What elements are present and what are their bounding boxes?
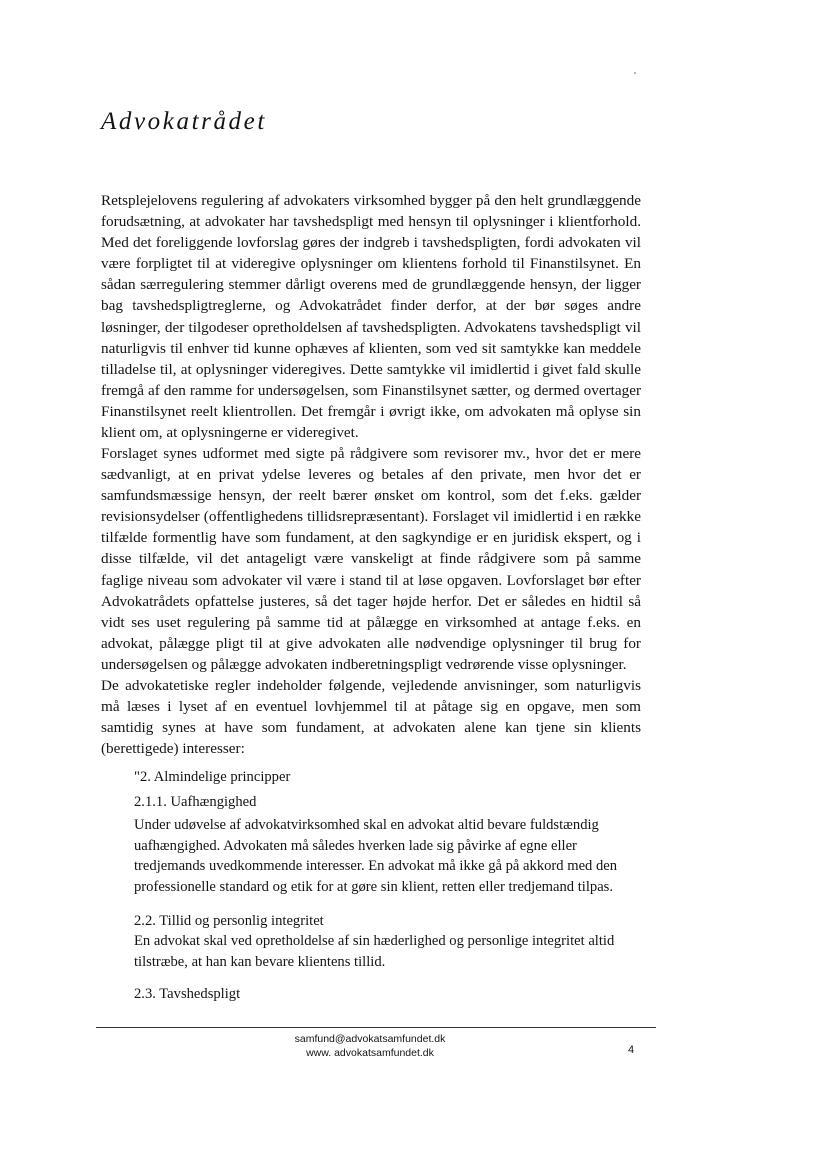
page-number: 4 bbox=[628, 1044, 635, 1056]
paragraph-3: De advokatetiske regler indeholder følgende, vejledende anvisninger, som naturligvis må læses i lyset af en eventuel lovhjemmel til at påtage sig en opgave, men som samtidig synes at have som fundament, at advokaten alene kan tjene sin klients (berettigede) interesser: bbox=[101, 677, 641, 758]
paragraph-1: Retsplejelovens regulering af advokaters virksomhed bygger på den helt grundlæggende forudsætning, at advokater har tavshedspligt med hensyn til oplysninger i klientforhold. Med det foreliggende lovforslag gøres der indgreb i tavshedspligten, fordi advokaten vil være forpligtet til at videregive oplysninger om klientens forhold til Finanstilsynet. En sådan særregulering stemmer dårligt overens med de grundlæggende hensyn, der ligger bag tavshedspligtreglerne, og Advokatrådet finder derfor, at der bør søges andre løsninger, der tilgodeser opretholdelsen af tavshedspligten. Advokatens tavshedspligt vil naturligvis til enhver tid kunne ophæves af klienten, som ved sit samtykke kan meddele tilladelse til, at oplysninger videregives. Dette samtykke vil imidlertid i givet fald skulle fremgå af den ramme for undersøgelsen, som Finanstilsynet sætter, og dermed overtager Finanstilsynet reelt klientrollen. Det fremgår i øvrigt ikke, om advokaten må oplyse sin klient om, at oplysningerne er videregivet. bbox=[101, 192, 641, 442]
section-2-1-1-heading: 2.1.1. Uafhængighed bbox=[134, 794, 257, 810]
section-2-2-text: En advokat skal ved opretholdelse af sin hæderlighed og personlige integritet altid tilstræbe, at han kan bevare klientens tillid. bbox=[134, 933, 615, 970]
scan-speck bbox=[634, 72, 636, 74]
footer-email: samfund@advokatsamfundet.dk bbox=[294, 1033, 446, 1045]
section-2-3-heading: 2.3. Tavshedspligt bbox=[134, 986, 241, 1002]
section-2-1-1-text: Under udøvelse af advokatvirksomhed skal en advokat altid bevare fuldstændig uafhængighed. Advokaten må således hverken lade sig påvirke af egne eller tredjemands uvedkommende interesser. En advokat må ikke gå på akkord med den professionelle standard og etik for at gøre sin klient, retten eller tredjemand tilpas. bbox=[134, 817, 618, 895]
section-2-2-heading: 2.2. Tillid og personlig integritet bbox=[134, 913, 324, 929]
footer-website: www. advokatsamfundet.dk bbox=[306, 1047, 434, 1059]
footer-divider bbox=[96, 1027, 656, 1028]
page-title: Advokatrådet bbox=[101, 108, 267, 135]
paragraph-2: Forslaget synes udformet med sigte på rådgivere som revisorer mv., hvor det er mere sædvanligt, at en privat ydelse leveres og betales af den private, men hvor det er samfundsmæssige hensyn, der reelt bærer ønsket om kontrol, som det f.eks. gælder revisionsydelser (offentlighedens tillidsrepræsentant). Forslaget vil imidlertid i en række tilfælde formentlig have som fundament, at den sagkyndige er en juridisk ekspert, og i disse tilfælde, vil det antageligt være vanskeligt at finde rådgivere som på samme faglige niveau som advokater vil være i stand til at løse opgaven. Lovforslaget bør efter Advokatrådets opfattelse justeres, så det tager højde herfor. Det er således en hidtil så vidt ses uset regulering på samme tid at pålægge en virksomhed at antage f.eks. en advokat, pålægge pligt til at give advokaten alle nødvendige oplysninger til brug for undersøgelsen og pålægge advokaten indberetningspligt vedrørende visse oplysninger. bbox=[101, 445, 641, 673]
quote-heading: "2. Almindelige principper bbox=[134, 769, 291, 785]
